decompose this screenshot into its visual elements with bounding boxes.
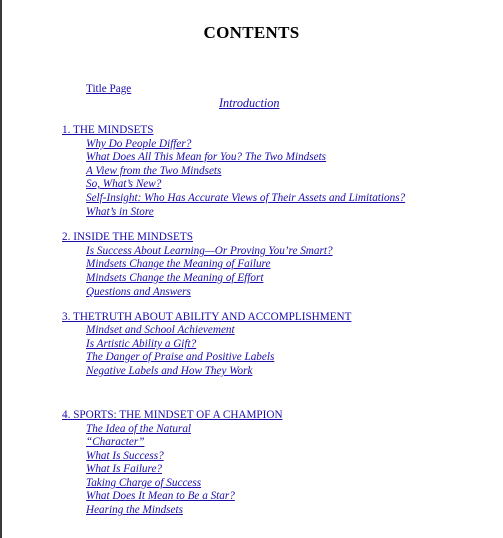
toc-chapter-2[interactable]: 2. INSIDE THE MINDSETS bbox=[62, 231, 193, 243]
toc-chapter-4[interactable]: 4. SPORTS: THE MINDSET OF A CHAMPION bbox=[62, 409, 283, 421]
toc-item[interactable]: What Is Success? bbox=[86, 450, 164, 462]
toc-item[interactable]: Questions and Answers bbox=[86, 286, 191, 298]
toc-link-introduction[interactable]: Introduction bbox=[219, 96, 280, 110]
toc-item[interactable]: Is Success About Learning—Or Proving You’re Smart? bbox=[86, 245, 333, 257]
toc-item[interactable]: So, What’s New? bbox=[86, 178, 162, 190]
toc-item[interactable]: Taking Charge of Success bbox=[86, 477, 202, 489]
toc-item[interactable]: “Character” bbox=[86, 436, 145, 448]
toc-link-title-page[interactable]: Title Page bbox=[86, 83, 132, 95]
toc-item[interactable]: Negative Labels and How They Work bbox=[86, 365, 253, 377]
toc-item[interactable]: Is Artistic Ability a Gift? bbox=[86, 338, 197, 350]
toc-item[interactable]: What Does All This Mean for You? The Two Mindsets bbox=[86, 151, 327, 163]
toc-item[interactable]: Mindsets Change the Meaning of Effort bbox=[86, 272, 264, 284]
toc-chapter-3[interactable]: 3. THETRUTH ABOUT ABILITY AND ACCOMPLISHMENT bbox=[62, 311, 352, 323]
toc-item[interactable]: Why Do People Differ? bbox=[86, 138, 192, 150]
toc-item[interactable]: Mindset and School Achievement bbox=[86, 324, 235, 336]
toc-item[interactable]: What Is Failure? bbox=[86, 463, 163, 475]
toc-item[interactable]: Self-Insight: Who Has Accurate Views of Their Assets and Limitations? bbox=[86, 192, 406, 204]
toc-chapter-1[interactable]: 1. THE MINDSETS bbox=[62, 124, 154, 136]
toc-item[interactable]: What Does It Mean to Be a Star? bbox=[86, 490, 235, 502]
page-left-edge bbox=[0, 0, 2, 538]
toc-item[interactable]: Hearing the Mindsets bbox=[86, 504, 183, 516]
page-title: CONTENTS bbox=[203, 23, 300, 42]
toc-item[interactable]: The Idea of the Natural bbox=[86, 423, 192, 435]
toc-item[interactable]: What’s in Store bbox=[86, 206, 154, 218]
toc-item[interactable]: A View from the Two Mindsets bbox=[86, 165, 222, 177]
toc-item[interactable]: The Danger of Praise and Positive Labels bbox=[86, 351, 275, 363]
toc-item[interactable]: Mindsets Change the Meaning of Failure bbox=[86, 258, 271, 270]
